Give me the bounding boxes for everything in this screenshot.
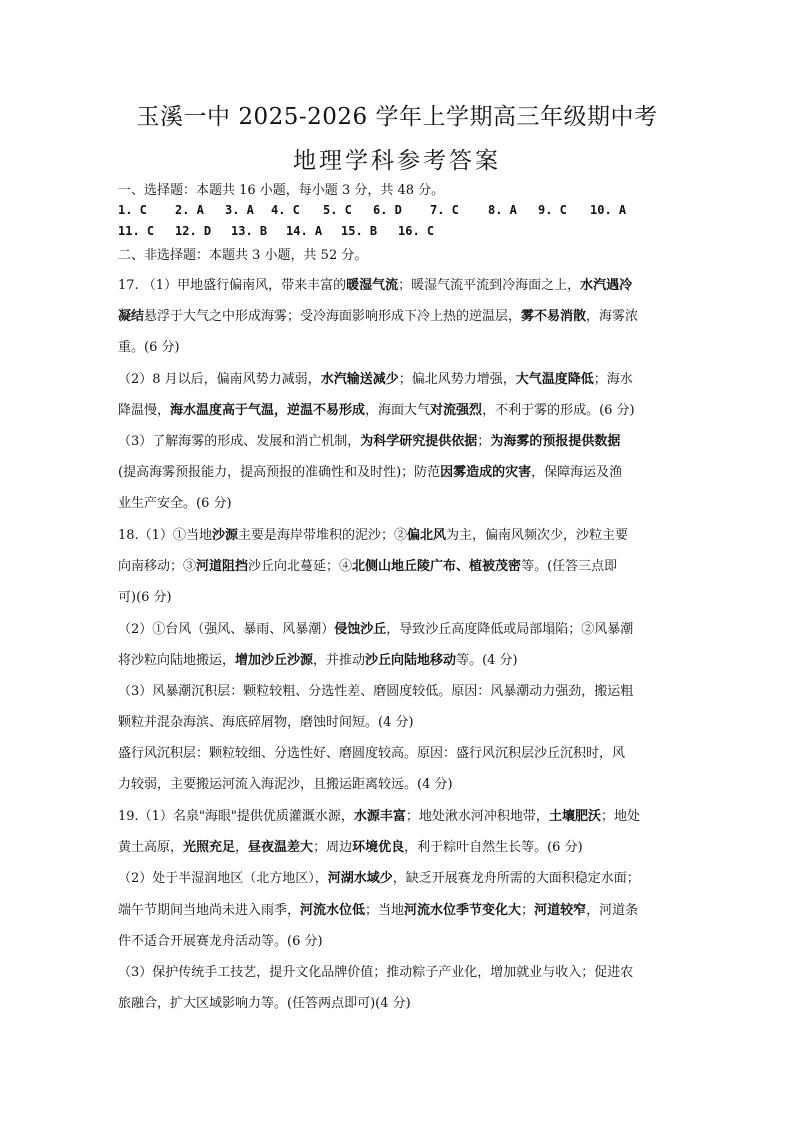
mc-answer: 12. D	[175, 224, 212, 238]
mc-answer: 4. C	[271, 203, 300, 217]
q18-line: 可)(6 分)	[118, 590, 172, 605]
document-title: 玉溪一中 2025-2026 学年上学期高三年级期中考	[136, 104, 658, 130]
q18-line: 盛行风沉积层：颗粒较细、分选性好、磨圆度较高。原因：盛行风沉积层沙丘沉积时，风	[118, 746, 626, 761]
mc-answer: 14. A	[286, 224, 323, 238]
mc-answer: 9. C	[538, 203, 567, 217]
mc-answer: 6. D	[373, 203, 402, 217]
q19-line: （3）保护传统手工技艺，提升文化品牌价值；推动粽子产业化，增加就业与收入；促进农	[118, 965, 634, 980]
q17-line: (提高海雾预报能力，提高预报的准确性和及时性)；防范因雾造成的灾害，保障海运及渔	[118, 465, 623, 480]
q18-line: （3）风暴潮沉积层：颗粒较粗、分选性差、磨圆度较低。原因：风暴潮动力强劲，搬运粗	[118, 684, 634, 699]
q19-line: 件不适合开展赛龙舟活动等。(6 分)	[118, 934, 323, 949]
document-subtitle: 地理学科参考答案	[293, 148, 501, 174]
mc-answer: 8. A	[488, 203, 517, 217]
mc-answer: 5. C	[323, 203, 352, 217]
section2-heading: 二、非选择题：本题共 3 小题，共 52 分。	[118, 248, 368, 263]
mc-answer: 1. C	[118, 203, 147, 217]
q17-line: 17. （1）甲地盛行偏南风，带来丰富的暖湿气流；暖湿气流平流到冷海面之上，水汽遇冷	[118, 278, 633, 293]
q18-line: 力较弱，主要搬运河流入海泥沙，且搬运距离较远。(4 分)	[118, 777, 453, 792]
q19-line: 端午节期间当地尚未进入雨季，河流水位低；当地河流水位季节变化大；河道较窄，河道条	[118, 903, 639, 918]
q19-line: （2）处于半湿润地区（北方地区），河湖水域少，缺乏开展赛龙舟所需的大面积稳定水面；	[118, 871, 640, 886]
q17-line: 降温慢，海水温度高于气温，逆温不易形成，海面大气对流强烈，不利于雾的形成。(6 分)	[118, 403, 635, 418]
q17-line: 凝结悬浮于大气之中形成海雾；受冷海面影响形成下冷上热的逆温层，雾不易消散，海雾浓	[118, 309, 639, 324]
mc-answers-row1	[118, 203, 718, 221]
mc-answer: 7. C	[430, 203, 459, 217]
q19-line: 黄土高原，光照充足，昼夜温差大；周边环境优良，利于粽叶自然生长等。(6 分)	[118, 840, 583, 855]
mc-answer: 13. B	[231, 224, 268, 238]
q17-line: （2）8 月以后，偏南风势力减弱，水汽输送减少；偏北风势力增强，大气温度降低；海水	[118, 372, 633, 387]
mc-answer: 15. B	[341, 224, 378, 238]
q17-line: （3）了解海雾的形成、发展和消亡机制，为科学研究提供依据；为海雾的预报提供数据	[118, 434, 621, 449]
mc-answer: 10. A	[590, 203, 627, 217]
q18-line: 颗粒并混杂海滨、海底碎屑物，磨蚀时间短。(4 分)	[118, 715, 414, 730]
mc-answer: 16. C	[398, 224, 435, 238]
q18-line: 18.（1）①当地沙源主要是海岸带堆积的泥沙；②偏北风为主，偏南风频次少，沙粒主要	[118, 528, 629, 543]
mc-answer: 11. C	[118, 224, 155, 238]
q18-line: 将沙粒向陆地搬运，增加沙丘沙源，并推动沙丘向陆地移动等。(4 分)	[118, 653, 518, 668]
mc-answer: 2. A	[175, 203, 204, 217]
section1-heading: 一、选择题：本题共 16 小题，每小题 3 分，共 48 分。	[118, 183, 445, 198]
q18-line: （2）①台风（强风、暴雨、风暴潮）侵蚀沙丘，导致沙丘高度降低或局部塌陷；②风暴潮	[118, 622, 634, 637]
q19-line: 19.（1）名泉"海眼"提供优质灌溉水源，水源丰富；地处湫水河冲积地带，土壤肥沃；地处	[118, 809, 640, 824]
mc-answer: 3. A	[225, 203, 254, 217]
q19-line: 旅融合，扩大区域影响力等。(任答两点即可)(4 分)	[118, 996, 411, 1011]
mc-answers-row2	[118, 224, 718, 242]
q17-line: 重。(6 分)	[118, 340, 180, 355]
q18-line: 向南移动；③河道阻挡沙丘向北蔓延；④北侧山地丘陵广布、植被茂密等。(任答三点即	[118, 559, 618, 574]
q17-line: 业生产安全。(6 分)	[118, 496, 232, 511]
